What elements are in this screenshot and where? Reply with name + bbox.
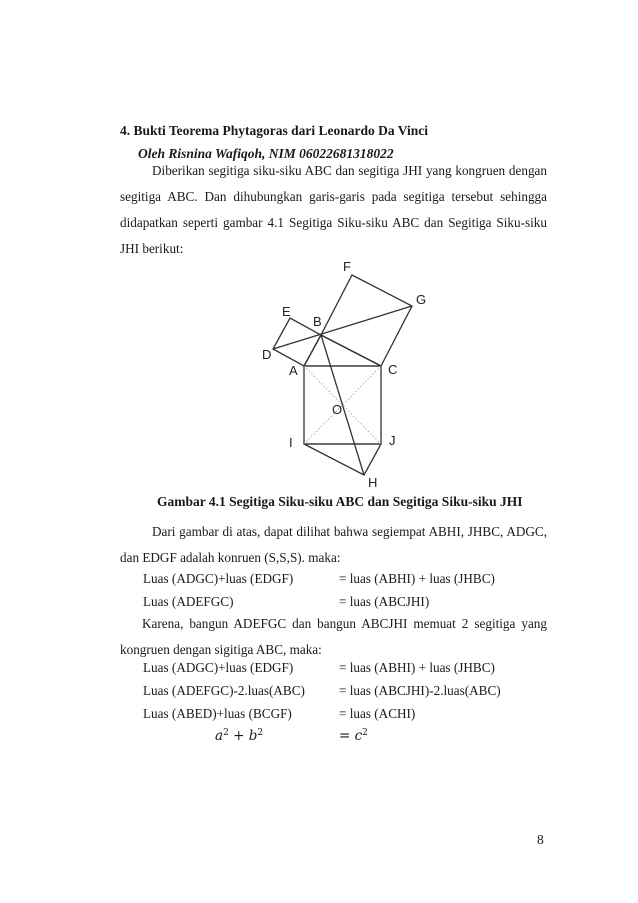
- label-j: J: [389, 433, 396, 448]
- label-d: D: [262, 347, 272, 362]
- equation-lhs: Luas (ABED)+luas (BCGF): [143, 706, 292, 721]
- label-a: A: [289, 363, 298, 378]
- final-equation-lhs: $a^2 + b^2$: [215, 728, 264, 744]
- label-i: I: [289, 435, 293, 450]
- paragraph-intro-text: Diberikan segitiga siku-siku ABC dan segitiga JHI yang kongruen dengan segitiga ABC. Dan dihubungkan garis-garis pada segitiga tersebut sehingga didapatkan seperti gambar 4.1 Segitiga Siku-siku ABC dan Segitiga Siku-siku JHI berikut:: [120, 163, 547, 256]
- section-heading: 4. Bukti Teorema Phytagoras dari Leonardo Da Vinci: [120, 123, 429, 138]
- equation-rhs: = luas (ABHI) + luas (JHBC): [339, 660, 495, 675]
- triangle-abc: [304, 335, 381, 366]
- equation-rhs: = luas (ACHI): [339, 706, 416, 721]
- label-e: E: [282, 304, 291, 319]
- label-f: F: [343, 259, 351, 274]
- paragraph-because: [120, 611, 547, 663]
- equation-lhs: Luas (ADEFGC): [143, 594, 234, 609]
- equation-rhs: = luas (ABCJHI)-2.luas(ABC): [339, 683, 501, 698]
- equation-rhs: = luas (ABHI) + luas (JHBC): [339, 571, 495, 586]
- equation-lhs: Luas (ADGC)+luas (EDGF): [143, 571, 294, 586]
- label-b: B: [313, 314, 322, 329]
- equation-lhs: Luas (ADEFGC)-2.luas(ABC): [143, 683, 305, 698]
- line-dg: [273, 306, 412, 349]
- label-h: H: [368, 475, 378, 490]
- label-o: O: [332, 402, 343, 417]
- author-line: Oleh Risnina Wafiqoh, NIM 06022681318022: [138, 146, 394, 161]
- triangle-jhi: [304, 444, 381, 475]
- label-g: G: [416, 292, 427, 307]
- line-bh: [321, 335, 364, 475]
- paragraph-because-text: Karena, bangun ADEFGC dan bangun ABCJHI memuat 2 segitiga yang kongruen dengan sigitiga ABC, maka:: [120, 616, 547, 657]
- label-c: C: [388, 362, 398, 377]
- paragraph-congruent-text: Dari gambar di atas, dapat dilihat bahwa segiempat ABHI, JHBC, ADGC, dan EDGF adalah konruen (S,S,S). maka:: [120, 524, 547, 565]
- paragraph-congruent: [120, 519, 547, 571]
- equation-lhs: Luas (ADGC)+luas (EDGF): [143, 660, 294, 675]
- page-number: 8: [537, 832, 544, 847]
- figure-caption: Gambar 4.1 Segitiga Siku-siku ABC dan Segitiga Siku-siku JHI: [157, 494, 523, 509]
- paragraph-intro: [120, 158, 547, 262]
- final-equation-rhs: = $c^2$: [339, 728, 368, 744]
- pythagoras-figure: [255, 255, 435, 490]
- equation-rhs: = luas (ABCJHI): [339, 594, 430, 609]
